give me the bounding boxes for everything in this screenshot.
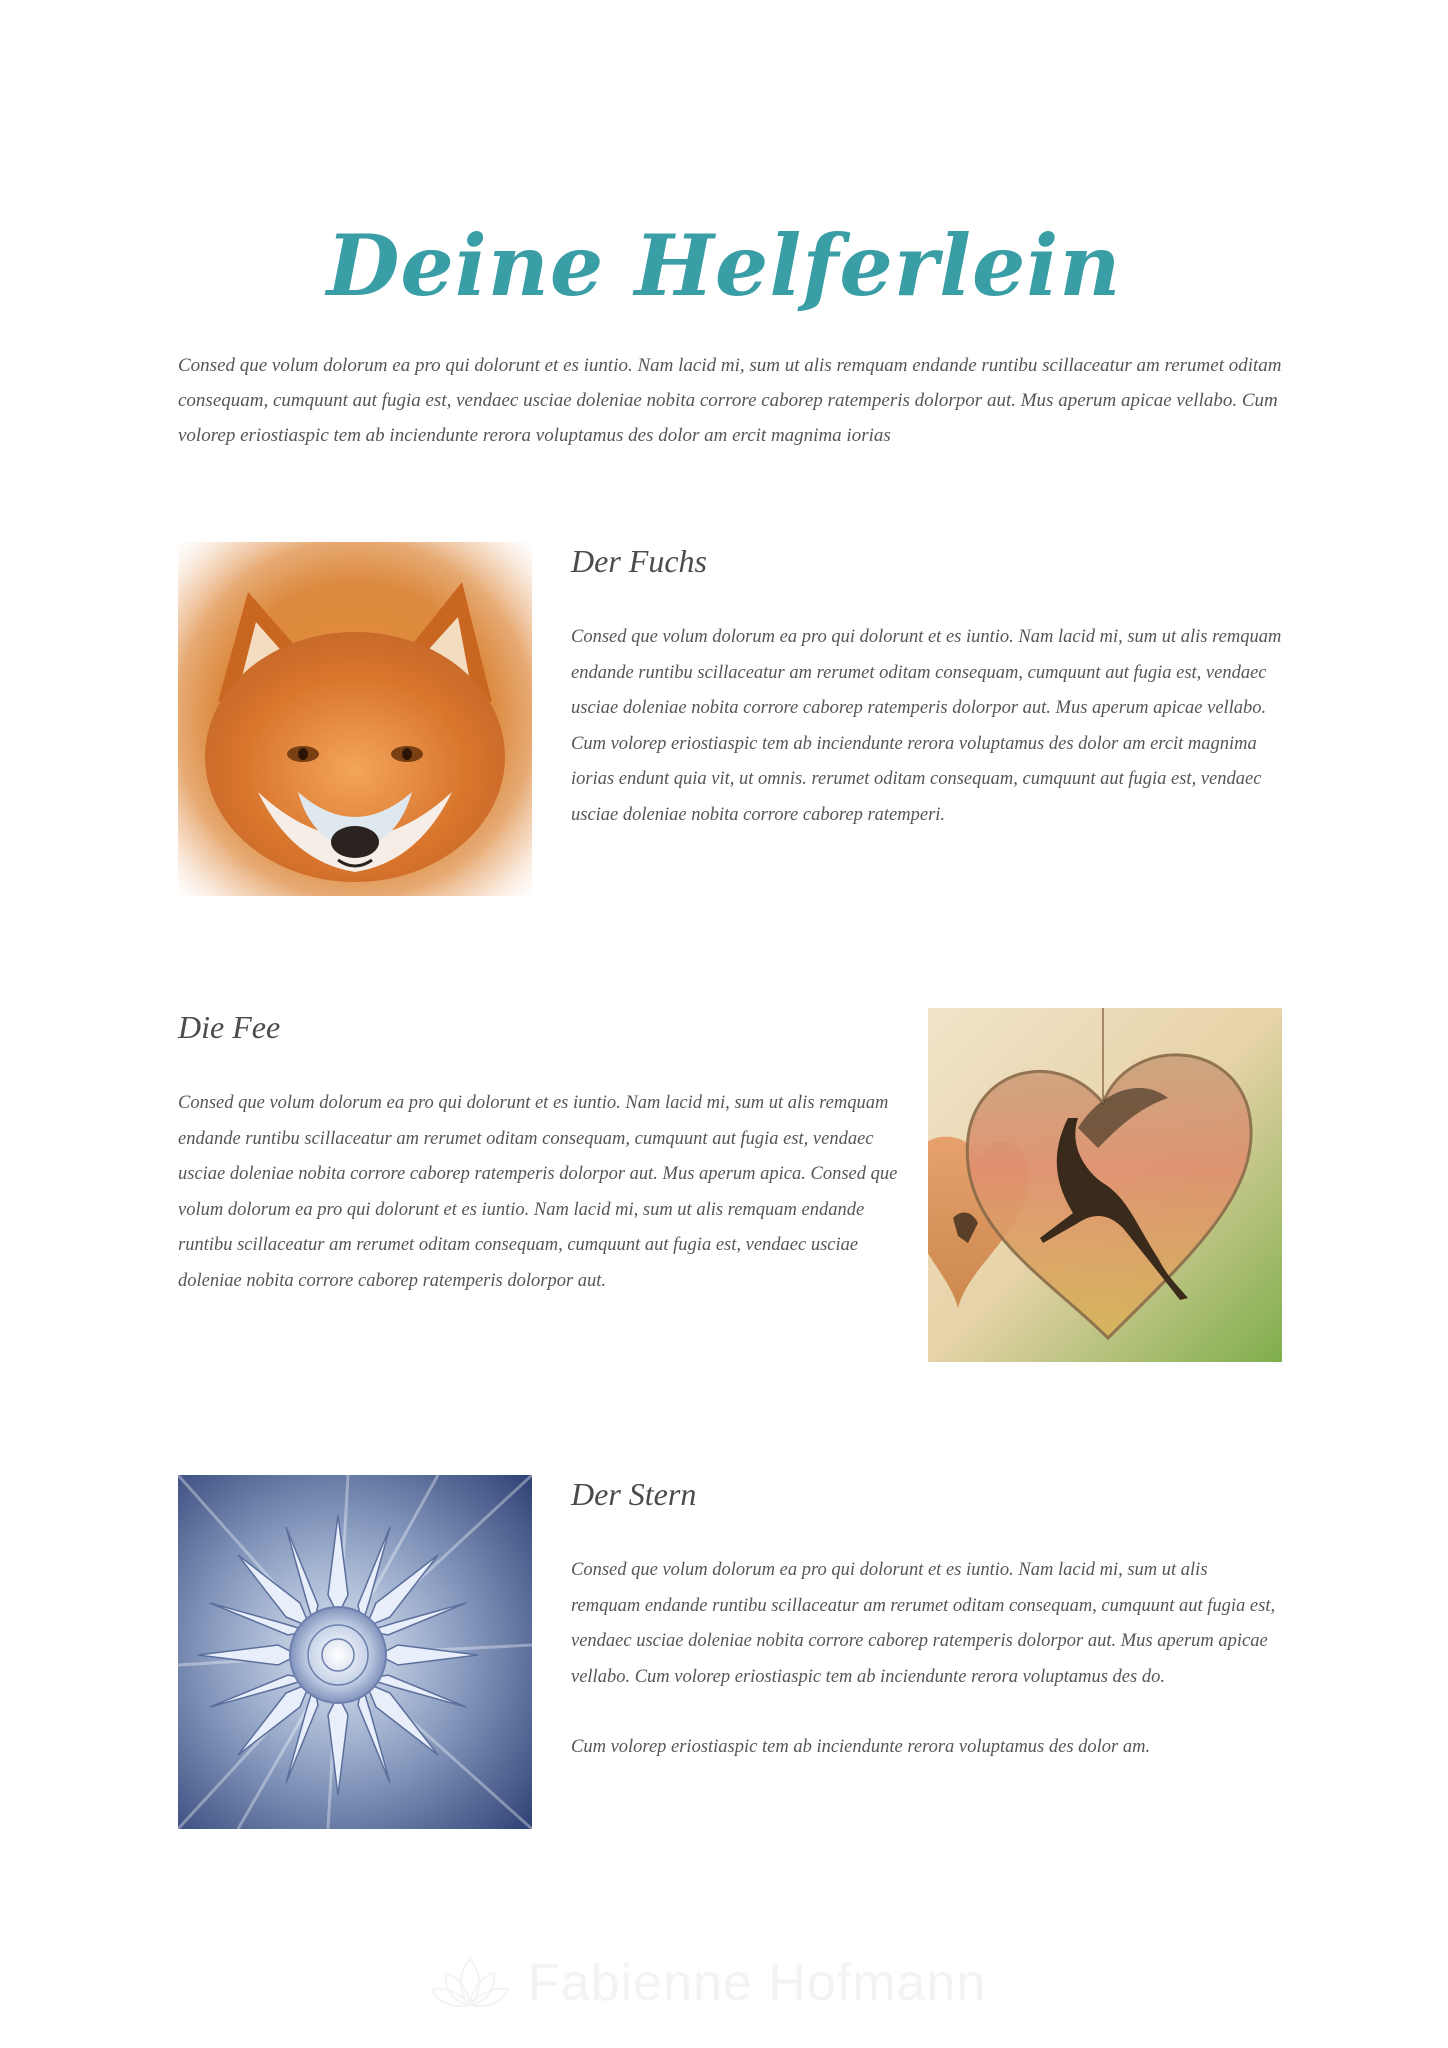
section-paragraph: Cum volorep eriostiaspic tem ab inciendunte rerora voluptamus des dolor am. [571, 1737, 1151, 1757]
section-text-fee [178, 1086, 898, 1299]
section-paragraph: Consed que volum dolorum ea pro qui dolorunt et es iuntio. Nam lacid mi, sum ut alis remquam endande runtibu scillaceatur am rerumet oditam consequam, cumquunt aut fugia est, vendaec usciae doleniae nobita corrore caborep ratemperis dolorpor aut. Mus aperum apicae vellabo. Cum volorep eriostiaspic tem ab inciendunte rerora voluptamus des do. [571, 1560, 1276, 1687]
section-heading-stern: Der Stern [571, 1476, 697, 1512]
section-paragraph: Consed que volum dolorum ea pro qui dolorunt et es iuntio. Nam lacid mi, sum ut alis remquam endande runtibu scillaceatur am rerumet oditam consequam, cumquunt aut fugia est, vendaec usciae doleniae nobita corrore caborep ratemperis dolorpor aut. Mus aperum apica. Consed que volum dolorum ea pro qui dolorunt et es iuntio. Nam lacid mi, sum ut alis remquam endande runtibu scillaceatur am rerumet oditam consequam, cumquunt aut fugia est, vendaec usciae doleniae nobita corrore caborep ratemperis dolorpor aut. [178, 1093, 898, 1291]
section-text-fuchs [571, 620, 1291, 833]
intro-paragraph: Consed que volum dolorum ea pro qui dolorunt et es iuntio. Nam lacid mi, sum ut alis remquam endande runtibu scillaceatur am rerumet oditam consequam, cumquunt aut fugia est, vendaec usciae doleniae nobita corrore caborep ratemperis dolorpor aut. Mus aperum apicae vellabo. Cum volorep eriostiaspic tem ab inciendunte rerora voluptamus des dolor am ercit magnima iorias [178, 355, 1282, 446]
watermark [430, 1948, 1050, 2018]
section-heading-fee: Die Fee [178, 1009, 281, 1045]
lotus-icon [430, 1953, 510, 2013]
watermark-text: Fabienne Hofmann [528, 1954, 987, 2012]
section-paragraph: Consed que volum dolorum ea pro qui dolorunt et es iuntio. Nam lacid mi, sum ut alis remquam endande runtibu scillaceatur am rerumet oditam consequam, cumquunt aut fugia est, vendaec usciae doleniae nobita corrore caborep ratemperis dolorpor aut. Mus aperum apicae vellabo. Cum volorep eriostiaspic tem ab inciendunte rerora voluptamus des dolor am ercit magnima iorias endunt quia vit, ut omnis. rerumet oditam consequam, cumquunt aut fugia est, vendaec usciae doleniae nobita corrore caborep ratemperi. [571, 627, 1282, 825]
fox-image [178, 542, 532, 896]
fairy-heart-illustration [928, 1008, 1282, 1362]
fairy-heart-image [928, 1008, 1282, 1362]
section-heading-fuchs: Der Fuchs [571, 543, 707, 579]
page-title: Deine Helferlein [326, 216, 1122, 316]
snowflake-illustration [178, 1475, 532, 1829]
snowflake-star-image [178, 1475, 532, 1829]
fox-illustration [178, 542, 532, 896]
section-text-stern [571, 1553, 1281, 1766]
